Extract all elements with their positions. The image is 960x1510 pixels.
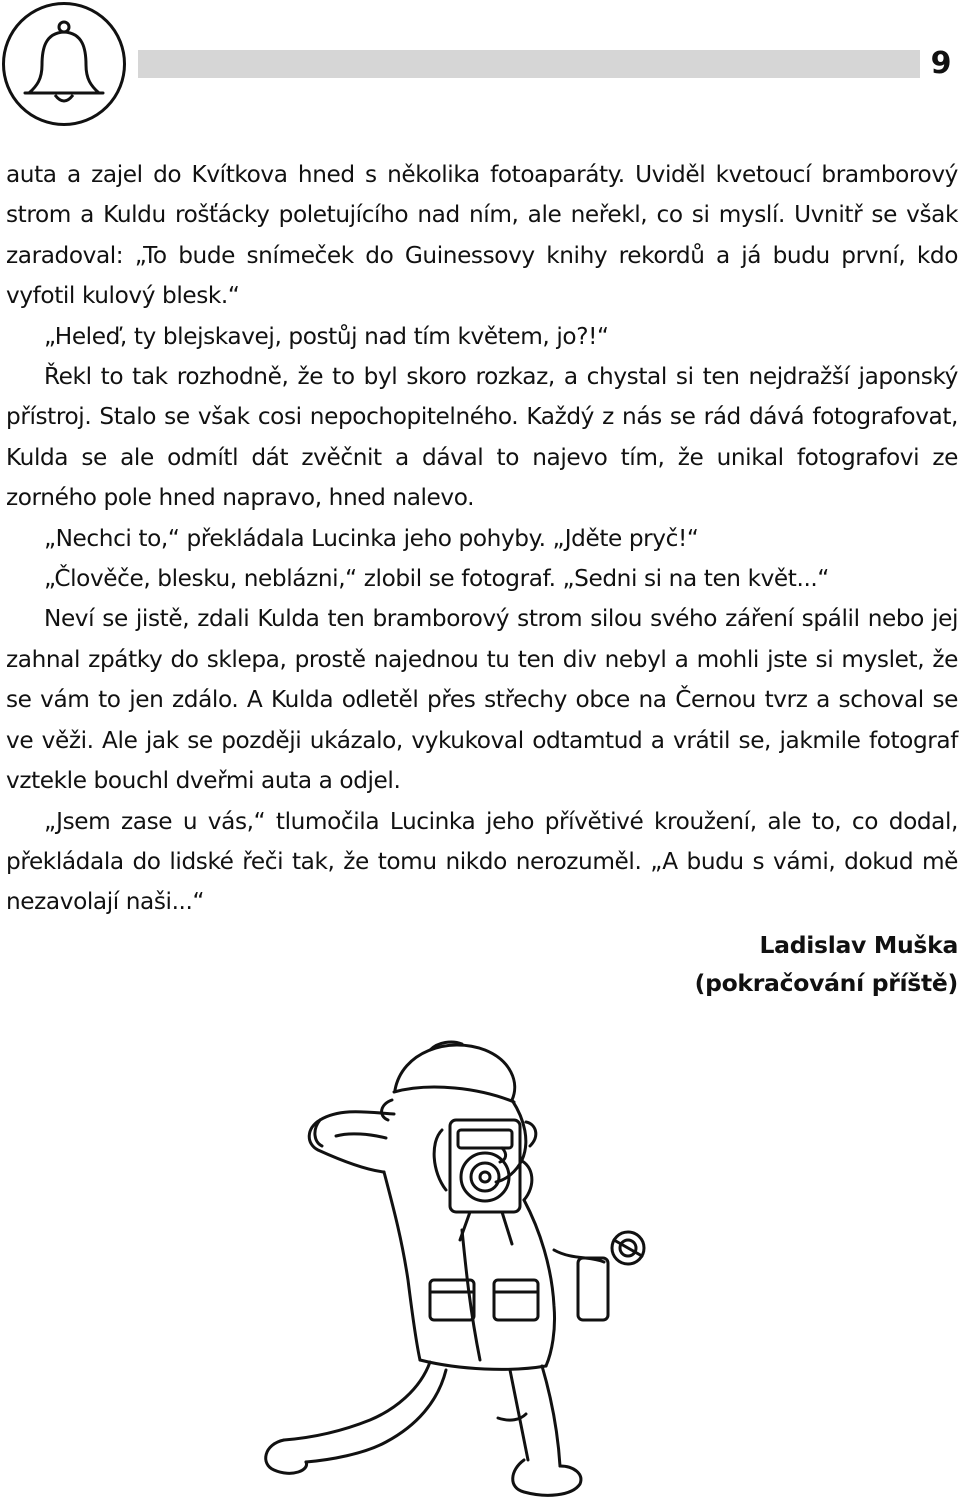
paragraph: „Jsem zase u vás,“ tlumočila Lucinka jeho přívětivé kroužení, ale to, co dodal, překládala do lidské řeči tak, že tomu nikdo nerozuměl. „A budu s vámi, dokud mě nezavolají naši...“ — [6, 807, 958, 916]
bell-logo — [2, 2, 126, 126]
paragraph: Neví se jistě, zdali Kulda ten bramborový strom silou svého záření spálil nebo jej zahnal zpátky do sklepa, prostě najednou tu ten div nebyl a mohli jste si myslet, že se vám to jen zdálo. A Kulda odletěl přes střechy obce na Černou tvrz a schoval se ve věži. Ale jak se později ukázalo, vykukoval odtamtud a vrátil se, jakmile fotograf vztekle bouchl dveřmi auta a odjel. — [6, 605, 958, 795]
paragraph: auta a zajel do Kvítkova hned s několika fotoaparáty. Uviděl kvetoucí bramborový strom a Kuldu rošťácky poletujícího nad ním, ale neřekl, co si myslí. Uvnitř se však zaradoval: „To bude snímeček do Guinessovy knihy rekordů a já budu první, kdo vyfotil kulový blesk.“ — [6, 161, 958, 310]
author-name: Ladislav Muška — [759, 931, 958, 959]
bell-icon — [15, 15, 113, 113]
paragraph: „Nechci to,“ překládala Lucinka jeho pohyby. „Jděte pryč!“ — [44, 524, 699, 552]
signature — [695, 926, 958, 1002]
header-bar — [138, 50, 920, 78]
photographer-illustration — [180, 1030, 700, 1505]
page-number: 9 — [930, 46, 952, 81]
paragraph: „Heleď, ty blejskavej, postůj nad tím květem, jo?!“ — [44, 322, 609, 350]
page-header — [0, 0, 960, 135]
article-body — [6, 155, 958, 923]
paragraph: „Člověče, blesku, neblázni,“ zlobil se fotograf. „Sedni si na ten květ...“ — [44, 565, 830, 593]
paragraph: Řekl to tak rozhodně, že to byl skoro rozkaz, a chystal si ten nejdražší japonský přístroj. Stalo se však cosi nepochopitelného. Každý z nás se rád dává fotografovat, Kulda se ale odmítl dát zvěčnit a dával to najevo tím, že unikal fotografovi ze zorného pole hned napravo, hned nalevo. — [6, 363, 958, 512]
continuation-note: (pokračování příště) — [694, 969, 958, 997]
